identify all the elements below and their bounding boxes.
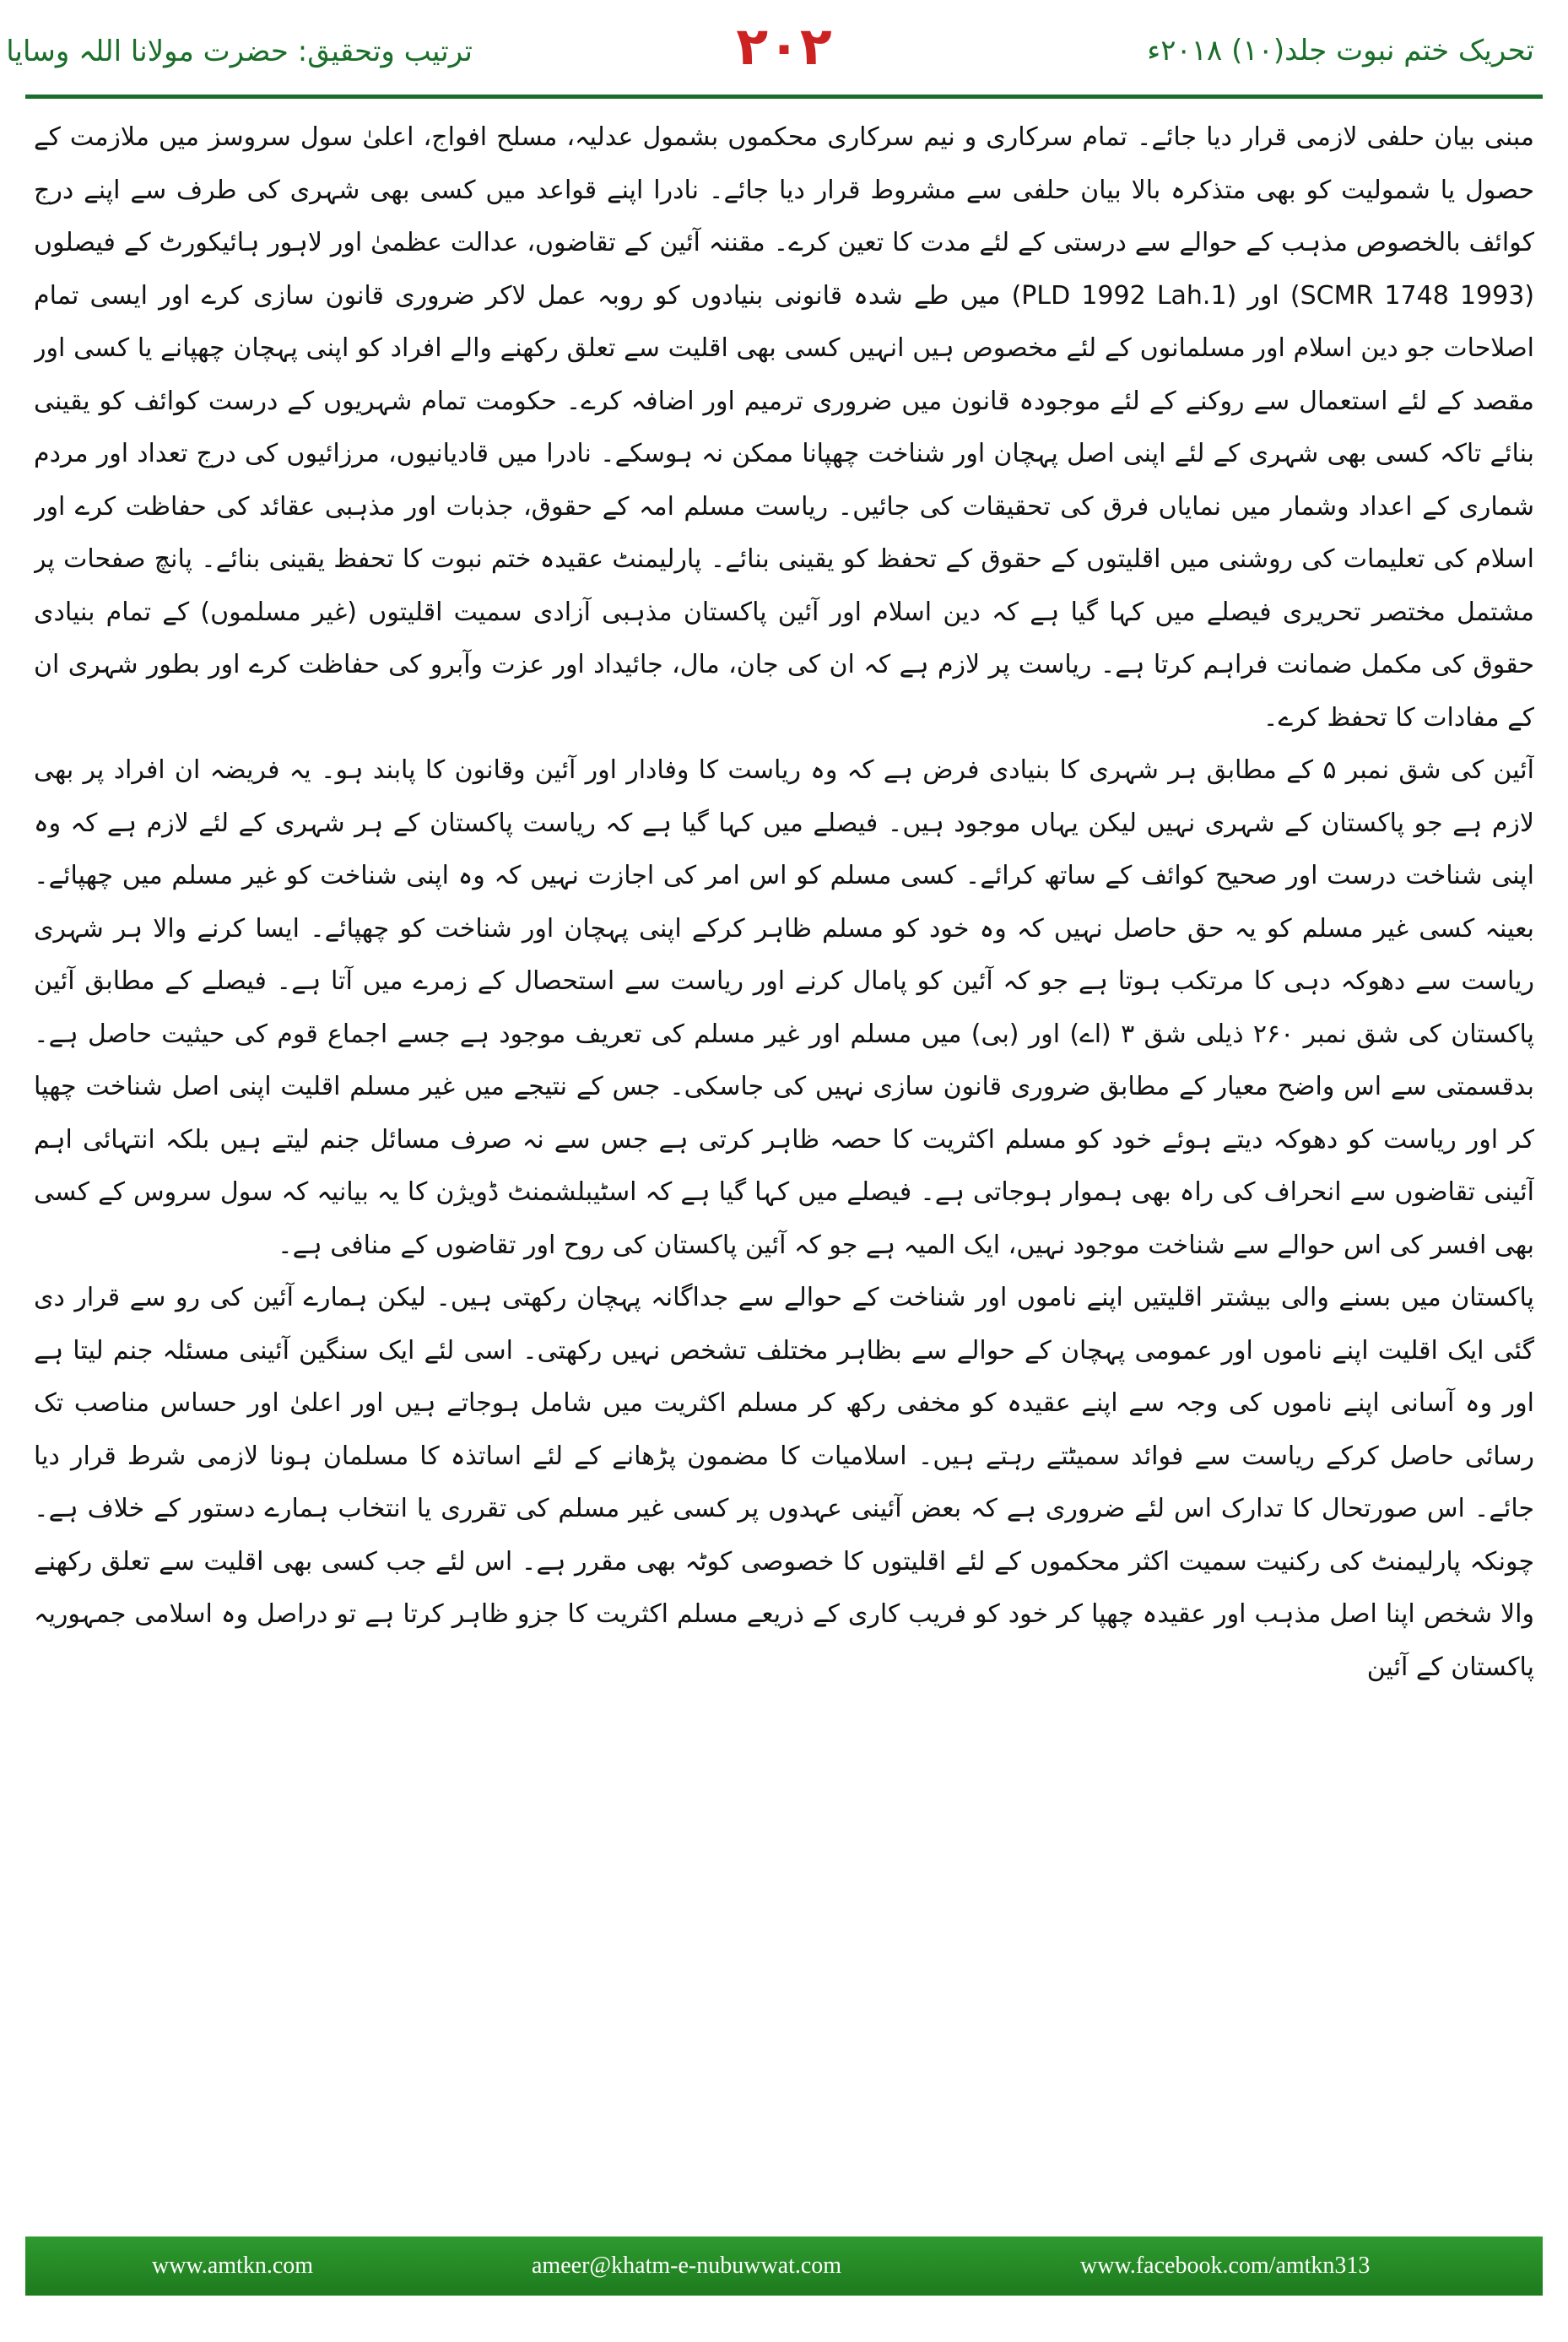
paragraph-2: آئین کی شق نمبر ۵ کے مطابق ہر شہری کا بنیادی فرض ہے کہ وہ ریاست کا وفادار اور آئین وقانون کا پابند ہو۔ یہ فریضہ ان افراد پر بھی لازم ہے جو پاکستان کے شہری نہیں لیکن یہاں موجود ہیں۔ فیصلے میں کہا گیا ہے کہ ریاست پاکستان کے ہر شہری کے لئے لازم ہے کہ وہ اپنی شناخت درست اور صحیح کوائف کے ساتھ کرائے۔ کسی مسلم کو اس امر کی اجازت نہیں کہ وہ اپنی شناخت کو غیر مسلم میں چھپائے۔ بعینہ کسی غیر مسلم کو یہ حق حاصل نہیں کہ وہ خود کو مسلم ظاہر کرکے اپنی پہچان اور شناخت کو چھپائے۔ ایسا کرنے والا ہر شہری ریاست سے دھوکہ دہی کا مرتکب ہوتا ہے جو کہ آئین کو پامال کرنے اور ریاست سے استحصال کے زمرے میں آتا ہے۔ فیصلے کے مطابق آئین پاکستان کی شق نمبر ۲۶۰ ذیلی شق ۳ (اے) اور (بی) میں مسلم اور غیر مسلم کی تعریف موجود ہے جسے اجماع قوم کی حیثیت حاصل ہے۔ بدقسمتی سے اس واضح معیار کے مطابق ضروری قانون سازی نہیں کی جاسکی۔ جس کے نتیجے میں غیر مسلم اقلیت اپنی اصل شناخت چھپا کر اور ریاست کو دھوکہ دیتے ہوئے خود کو مسلم اکثریت کا حصہ ظاہر کرتی ہے جس سے نہ صرف مسائل جنم لیتے ہیں بلکہ انتہائی اہم آئینی تقاضوں سے انحراف کی راہ بھی ہموار ہوجاتی ہے۔ فیصلے میں کہا گیا ہے کہ اسٹیبلشمنٹ ڈویژن کا یہ بیانیہ کہ سول سروس کے کسی بھی افسر کی اس حوالے سے شناخت موجود نہیں، ایک المیہ ہے جو کہ آئین پاکستان کی روح اور تقاضوں کے منافی ہے۔	[34, 755, 1534, 1260]
page-number: ۲۰۲	[736, 15, 832, 77]
page-header	[0, 0, 1568, 101]
article-body	[34, 111, 1534, 2204]
page-footer	[25, 2237, 1543, 2296]
header-divider	[25, 95, 1543, 99]
website-link[interactable]: www.amtkn.com	[152, 2253, 314, 2279]
book-title: تحریک ختم نبوت جلد(۱۰) ۲۰۱۸ء	[1147, 34, 1534, 68]
paragraph-1: مبنی بیان حلفی لازمی قرار دیا جائے۔ تمام سرکاری و نیم سرکاری محکموں بشمول عدلیہ، مسلح افواج، اعلیٰ سول سروسز میں ملازمت کے حصول یا شمولیت کو بھی متذکرہ بالا بیان حلفی سے مشروط قرار دیا جائے۔ نادرا اپنے قواعد میں کسی بھی شہری کی طرف سے اپنے درج کوائف بالخصوص مذہب کے حوالے سے درستی کے لئے مدت کا تعین کرے۔ مقننہ آئین کے تقاضوں، عدالت عظمیٰ اور لاہور ہائیکورٹ کے فیصلوں (1993 SCMR 1748) اور (PLD 1992 Lah.1) میں طے شدہ قانونی بنیادوں کو روبہ عمل لاکر ضروری قانون سازی کرے اور ایسی تمام اصلاحات جو دین اسلام اور مسلمانوں کے لئے مخصوص ہیں انہیں کسی بھی اقلیت سے تعلق رکھنے والے افراد کو اپنی پہچان چھپانے یا کسی اور مقصد کے لئے استعمال سے روکنے کے لئے موجودہ قانون میں ضروری ترمیم اور اضافہ کرے۔ حکومت تمام شہریوں کے درست کوائف کو یقینی بنائے تاکہ کسی بھی شہری کے لئے اپنی اصل پہچان اور شناخت چھپانا ممکن نہ ہوسکے۔ نادرا میں قادیانیوں، مرزائیوں کی درج تعداد اور مردم شماری کے اعداد وشمار میں نمایاں فرق کی تحقیقات کی جائیں۔ ریاست مسلم امہ کے حقوق، جذبات اور مذہبی عقائد کی حفاظت کرے اور اسلام کی تعلیمات کی روشنی میں اقلیتوں کے حقوق کے تحفظ کو یقینی بنائے۔ پارلیمنٹ عقیدہ ختم نبوت کا تحفظ یقینی بنائے۔ پانچ صفحات پر مشتمل مختصر تحریری فیصلے میں کہا گیا ہے کہ دین اسلام اور آئین پاکستان مذہبی آزادی سمیت اقلیتوں (غیر مسلموں) کے تمام بنیادی حقوق کی مکمل ضمانت فراہم کرتا ہے۔ ریاست پر لازم ہے کہ ان کی جان، مال، جائیداد اور عزت وآبرو کی حفاظت کرے اور بطور شہری ان کے مفادات کا تحفظ کرے۔	[34, 122, 1534, 733]
email-link[interactable]: ameer@khatm-e-nubuwwat.com	[532, 2253, 842, 2279]
paragraph-3: پاکستان میں بسنے والی بیشتر اقلیتیں اپنے ناموں اور شناخت کے حوالے سے جداگانہ پہچان رکھتی ہیں۔ لیکن ہمارے آئین کی رو سے قرار دی گئی ایک اقلیت اپنے ناموں اور عمومی پہچان کے حوالے سے بظاہر مختلف تشخص نہیں رکھتی۔ اسی لئے ایک سنگین آئینی مسئلہ جنم لیتا ہے اور وہ آسانی اپنے ناموں کی وجہ سے اپنے عقیدہ کو مخفی رکھ کر مسلم اکثریت میں شامل ہوجاتے ہیں اور اعلیٰ اور حساس مناصب تک رسائی حاصل کرکے ریاست سے فوائد سمیٹتے رہتے ہیں۔ اسلامیات کا مضمون پڑھانے کے لئے اساتذہ کا مسلمان ہونا لازمی شرط قرار دیا جائے۔ اس صورتحال کا تدارک اس لئے ضروری ہے کہ بعض آئینی عہدوں پر کسی غیر مسلم کی تقرری یا انتخاب ہمارے دستور کے خلاف ہے۔ چونکہ پارلیمنٹ کی رکنیت سمیت اکثر محکموں کے لئے اقلیتوں کا خصوصی کوٹہ بھی مقرر ہے۔ اس لئے جب کسی بھی اقلیت سے تعلق رکھنے والا شخص اپنا اصل مذہب اور عقیدہ چھپا کر خود کو فریب کاری کے ذریعے مسلم اکثریت کا جزو ظاہر کرتا ہے تو دراصل وہ اسلامی جمہوریہ پاکستان کے آئین	[34, 1283, 1534, 1682]
compiler-credit: ترتیب وتحقیق: حضرت مولانا اللہ وسایا	[6, 35, 473, 68]
facebook-link[interactable]: www.facebook.com/amtkn313	[1080, 2253, 1371, 2279]
